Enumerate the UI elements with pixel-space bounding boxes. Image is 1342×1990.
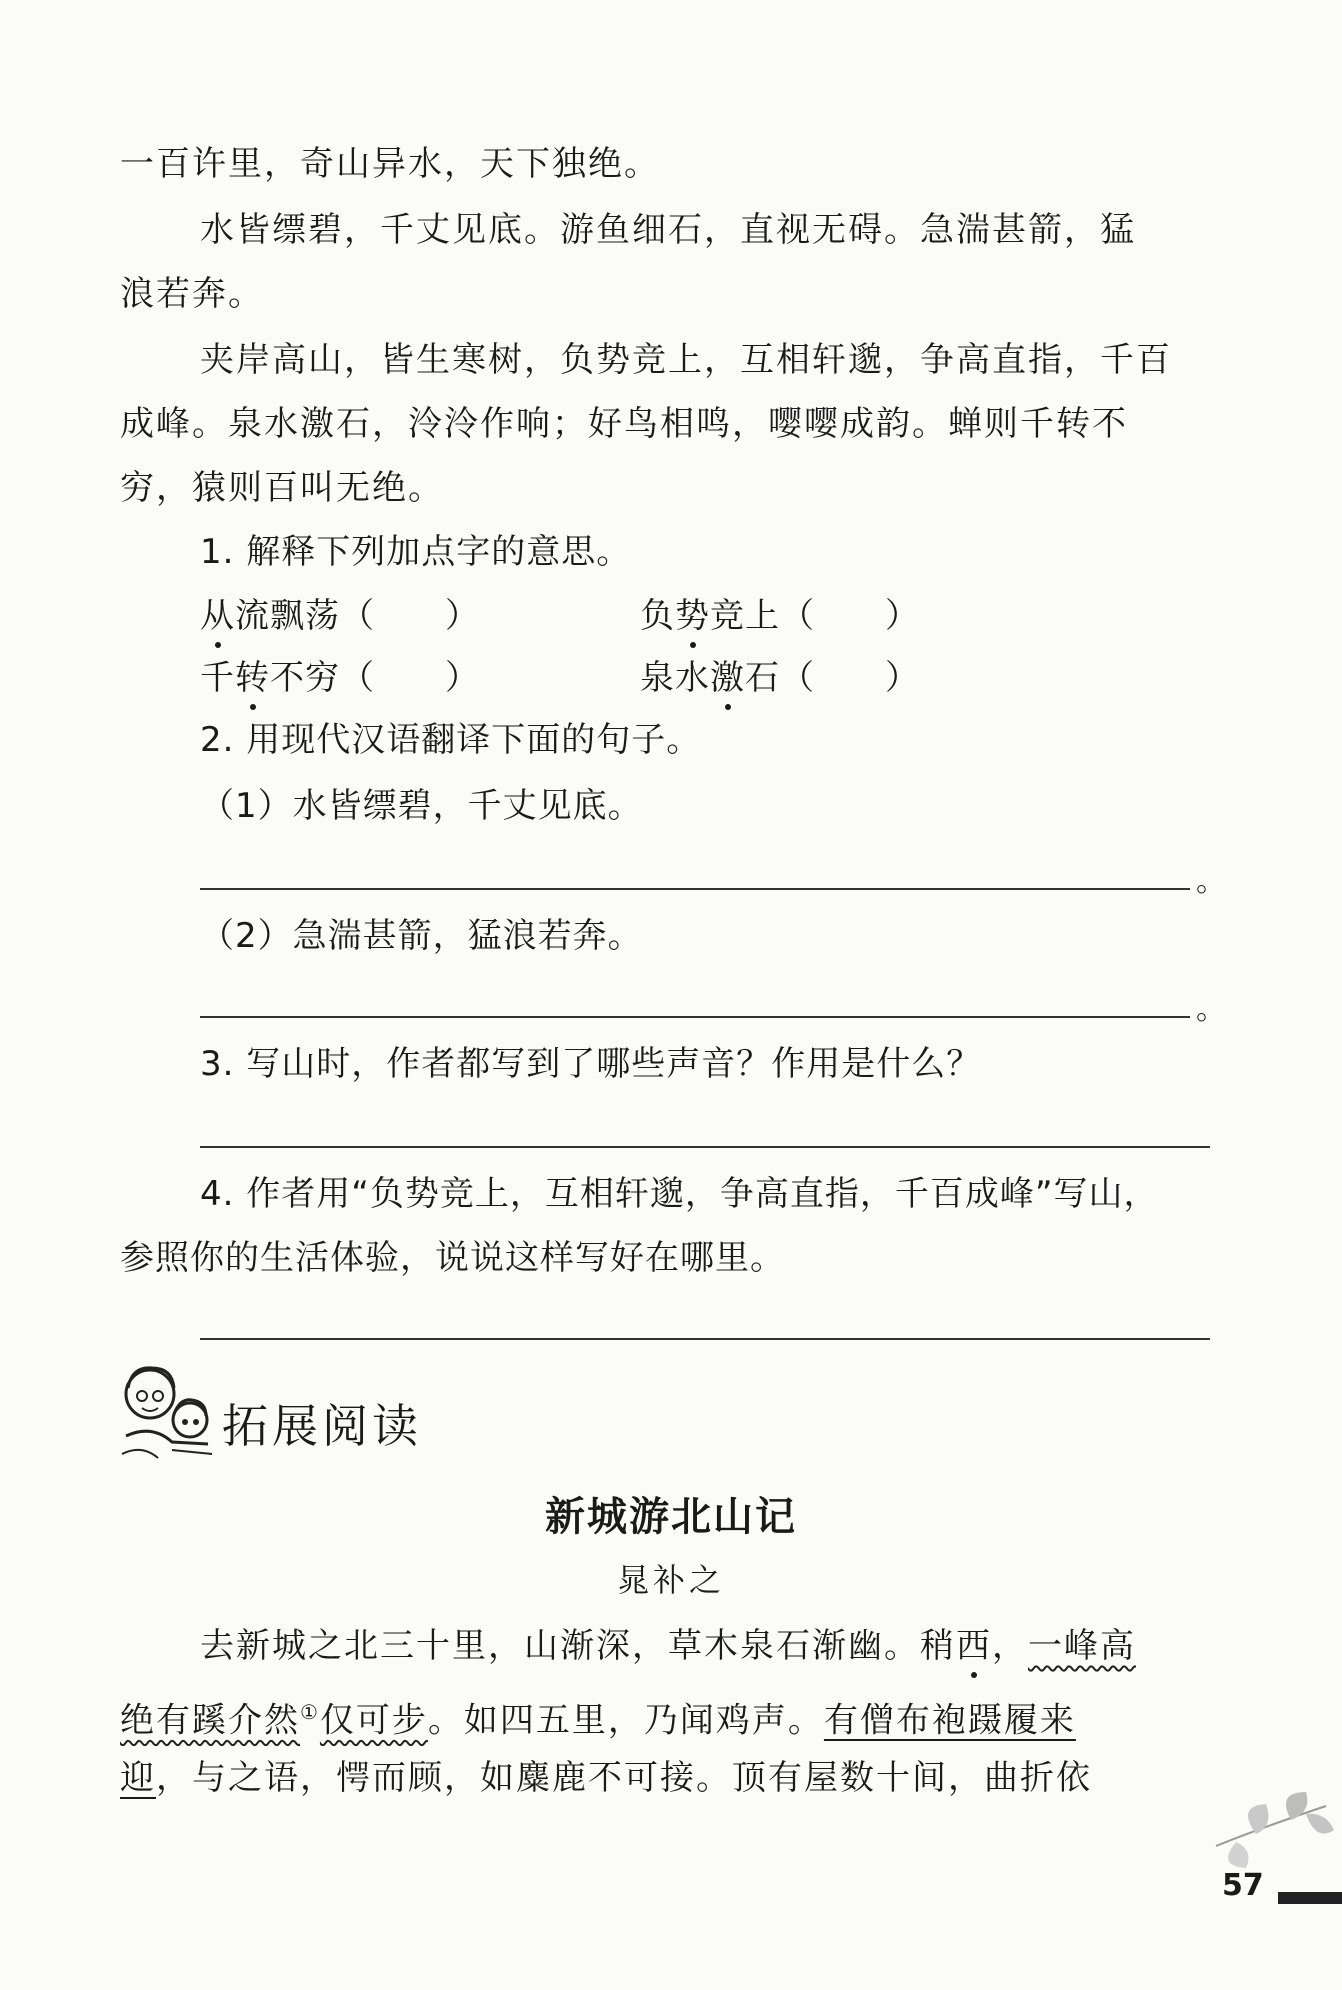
q2-sentence-1: （1）水皆缥碧，千丈见底。	[200, 786, 643, 826]
answer-line-q3[interactable]	[200, 1146, 1210, 1148]
section-title: 拓展阅读	[222, 1399, 422, 1453]
answer-line-q2-1[interactable]	[200, 888, 1190, 890]
article-line-3: 迎，与之语，愕而顾，如麋鹿不可接。顶有屋数十间，曲折依	[120, 1758, 1092, 1798]
article-line-2: 绝有蹊介然①仅可步。如四五里，乃闻鸡声。有僧布袍蹑履来	[120, 1700, 1076, 1741]
passage-line-6: 穷，猿则百叫无绝。	[120, 468, 444, 508]
q1-item-2: 负势竞上（ ）	[640, 596, 920, 636]
q1-item-4: 泉水激石（ ）	[640, 658, 920, 698]
answer-line-q2-2[interactable]	[200, 1016, 1190, 1018]
q1-item-1: 从流飘荡（ ）	[200, 596, 480, 636]
article-title: 新城游北山记	[545, 1494, 797, 1540]
question-2-prompt: 2. 用现代汉语翻译下面的句子。	[200, 720, 702, 760]
page-number-bar	[1278, 1892, 1342, 1904]
article-author: 晁补之	[616, 1561, 725, 1599]
question-4-line-1: 4. 作者用“负势竞上，互相轩邈，争高直指，千百成峰”写山，	[200, 1174, 1159, 1214]
passage-line-4: 夹岸高山，皆生寒树，负势竞上，互相轩邈，争高直指，千百	[200, 340, 1172, 380]
question-1-prompt: 1. 解释下列加点字的意思。	[200, 532, 632, 572]
question-4-line-2: 参照你的生活体验，说说这样写好在哪里。	[120, 1238, 785, 1278]
answer-line-q4[interactable]	[200, 1338, 1210, 1340]
q1-item-3: 千转不穷（ ）	[200, 658, 480, 698]
passage-line-3: 浪若奔。	[120, 274, 264, 314]
answer-period: 。	[1196, 864, 1226, 899]
page-number: 57	[1222, 1868, 1264, 1903]
footnote-marker[interactable]: ①	[300, 1700, 320, 1724]
passage-line-1: 一百许里，奇山异水，天下独绝。	[120, 144, 660, 184]
answer-period: 。	[1196, 992, 1226, 1027]
article-line-1: 去新城之北三十里，山渐深，草木泉石渐幽。稍西，一峰高	[200, 1626, 1136, 1666]
q2-sentence-2: （2）急湍甚箭，猛浪若奔。	[200, 916, 643, 956]
passage-line-2: 水皆缥碧，千丈见底。游鱼细石，直视无碍。急湍甚箭，猛	[200, 210, 1136, 250]
question-3-prompt: 3. 写山时，作者都写到了哪些声音？作用是什么？	[200, 1044, 982, 1084]
passage-line-5: 成峰。泉水激石，泠泠作响；好鸟相鸣，嘤嘤成韵。蝉则千转不	[120, 404, 1128, 444]
reading-kids-icon	[112, 1358, 222, 1468]
leaf-decoration-icon	[1196, 1786, 1336, 1876]
